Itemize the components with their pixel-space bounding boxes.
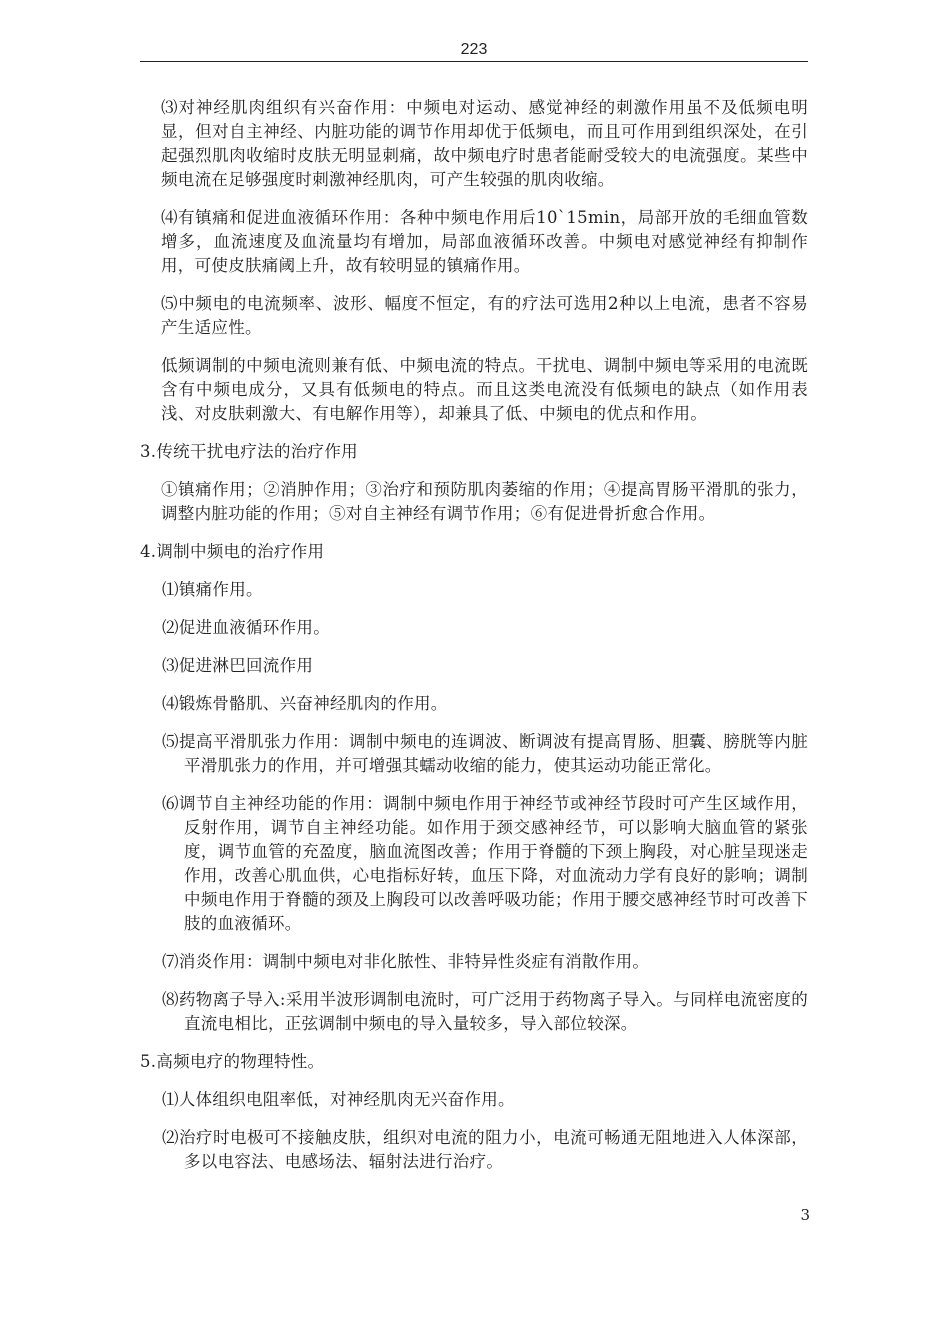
header-divider (140, 61, 808, 62)
paragraph-current-variation: ⑸中频电的电流频率、波形、幅度不恒定，有的疗法可选用2种以上电流，患者不容易产生适应性。 (161, 294, 808, 337)
paragraph-low-frequency-modulated: 低频调制的中频电流则兼有低、中频电流的特点。干扰电、调制中频电等采用的电流既含有中频电成分，又具有低频电的特点。而且这类电流没有低频电的缺点（如作用表浅、对皮肤刺激大、有电解作用等），却兼具了低、中频电的优点和作用。 (161, 356, 808, 423)
page-header-number: 223 (460, 41, 488, 58)
list-item: ⑵治疗时电极可不接触皮肤，组织对电流的阻力小，电流可畅通无阻地进入人体深部，多以电容法、电感场法、辐射法进行治疗。 (162, 1128, 808, 1171)
section-heading-4: 4.调制中频电的治疗作用 (140, 542, 325, 561)
document-body (140, 96, 808, 1188)
list-item: ⑷锻炼骨骼肌、兴奋神经肌肉的作用。 (162, 694, 448, 713)
paragraph-nerve-muscle-excitation: ⑶对神经肌肉组织有兴奋作用：中频电对运动、感觉神经的刺激作用虽不及低频电明显，但对自主神经、内脏功能的调节作用却优于低频电，而且可作用到组织深处，在引起强烈肌肉收缩时皮肤无明显刺痛，故中频电疗时患者能耐受较大的电流强度。某些中频电流在足够强度时刺激神经肌肉，可产生较强的肌肉收缩。 (161, 98, 808, 189)
section-heading-3: 3.传统干扰电疗法的治疗作用 (140, 442, 358, 461)
list-item: ⑹调节自主神经功能的作用：调制中频电作用于神经节或神经节段时可产生区域作用，反射作用，调节自主神经功能。如作用于颈交感神经节，可以影响大脑血管的紧张度，调节血管的充盈度，脑血流图改善；作用于脊髓的下颈上胸段，对心脏呈现迷走作用，改善心肌血供，心电指标好转，血压下降，对血流动力学有良好的影响；调制中频电作用于脊髓的颈及上胸段可以改善呼吸功能；作用于腰交感神经节时可改善下肢的血液循环。 (162, 794, 808, 933)
page-number: 3 (800, 1206, 810, 1224)
list-item: ⑴镇痛作用。 (162, 580, 263, 599)
list-item: ⑶促进淋巴回流作用 (162, 656, 314, 675)
list-item: ⑺消炎作用：调制中频电对非化脓性、非特异性炎症有消散作用。 (162, 952, 650, 971)
section-heading-5: 5.高频电疗的物理特性。 (140, 1052, 325, 1071)
list-item: ⑴人体组织电阻率低，对神经肌肉无兴奋作用。 (162, 1090, 515, 1109)
list-item: ⑸提高平滑肌张力作用：调制中频电的连调波、断调波有提高胃肠、胆囊、膀胱等内脏平滑肌张力的作用，并可增强其蠕动收缩的能力，使其运动功能正常化。 (162, 732, 808, 775)
paragraph-interference-effects: ①镇痛作用；②消肿作用；③治疗和预防肌肉萎缩的作用；④提高胃肠平滑肌的张力，调整内脏功能的作用；⑤对自主神经有调节作用；⑥有促进骨折愈合作用。 (161, 480, 808, 523)
list-item: ⑻药物离子导入:采用半波形调制电流时，可广泛用于药物离子导入。与同样电流密度的直流电相比，正弦调制中频电的导入量较多，导入部位较深。 (162, 990, 808, 1033)
paragraph-analgesia-circulation: ⑷有镇痛和促进血液循环作用：各种中频电作用后10`15min，局部开放的毛细血管数增多，血流速度及血流量均有增加，局部血液循环改善。中频电对感觉神经有抑制作用，可使皮肤痛阈上升，故有较明显的镇痛作用。 (161, 208, 808, 275)
list-item: ⑵促进血液循环作用。 (162, 618, 330, 637)
